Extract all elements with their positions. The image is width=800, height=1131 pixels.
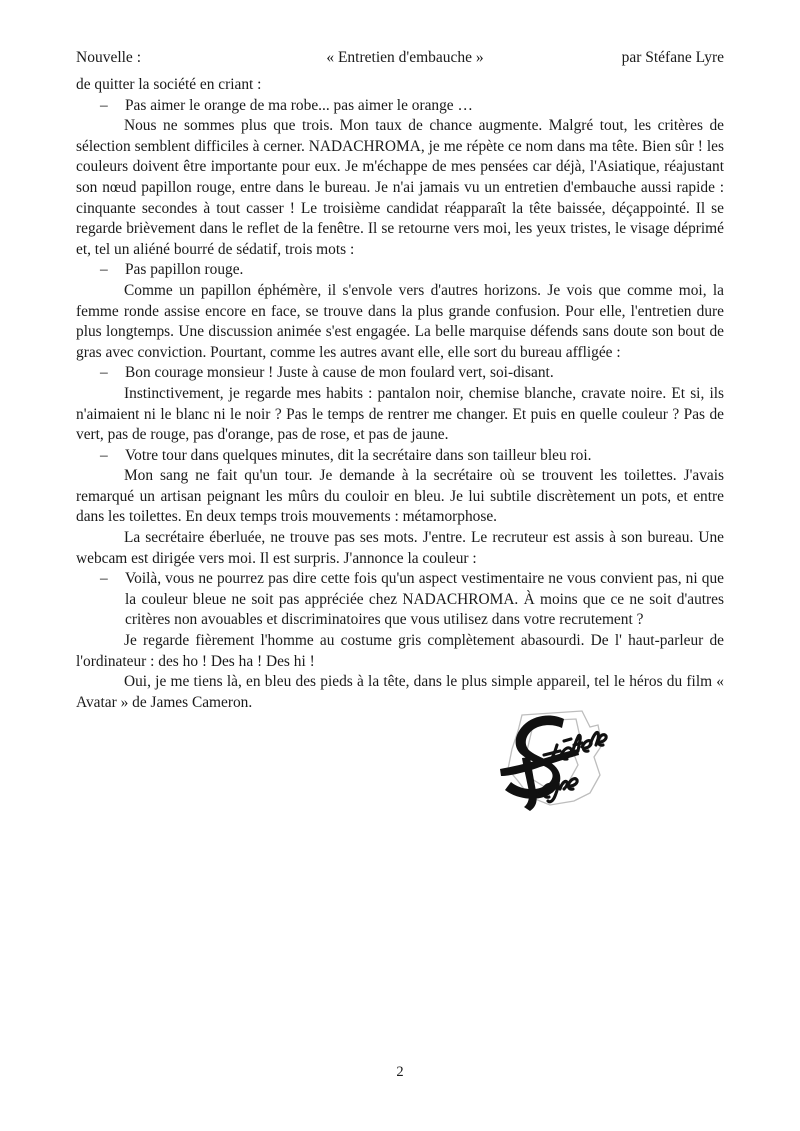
header-left-label: Nouvelle : [76, 49, 141, 66]
dialogue-line [76, 569, 724, 631]
signature-stefane-lyre [478, 697, 618, 822]
dash-bullet-icon: – [100, 261, 108, 279]
dialogue-line [76, 96, 724, 117]
dialogue-line [76, 260, 724, 281]
signature-icon [478, 697, 618, 822]
paragraph: Comme un papillon éphémère, il s'envole vers d'autres horizons. Je vois que comme moi, la femme ronde assise encore en face, se trouve dans la plus grande confusion. Pour elle, l'entretien dure plus longtemps. Une discussion animée s'est engagée. La belle marquise défends sans doute son bout de gras avec conviction. Pourtant, comme les autres avant elle, elle sort du bureau affligée : [76, 281, 724, 361]
dialogue-text: Voilà, vous ne pourrez pas dire cette fois qu'un aspect vestimentaire ne vous convient pas, ni que la couleur bleue ne soit pas appréciée chez NADACHROMA. À moins que ce ne soit d'autres critères non avouables et discriminatoires que vous utilisez dans votre recrutement ? [125, 570, 724, 629]
dash-bullet-icon: – [100, 570, 108, 588]
header-right-byline: par Stéfane Lyre [621, 49, 724, 66]
dialogue-line [76, 446, 724, 467]
paragraph: Oui, je me tiens là, en bleu des pieds à la tête, dans le plus simple appareil, tel le héros du film « Avatar » de James Cameron. [76, 673, 724, 711]
dialogue-line [76, 363, 724, 384]
running-header [76, 47, 724, 69]
dialogue-text: Pas papillon rouge. [125, 261, 244, 279]
paragraph: Je regarde fièrement l'homme au costume gris complètement abasourdi. De l' haut-parleur de l'ordinateur : des ho ! Des ha ! Des hi ! [76, 632, 724, 670]
dash-bullet-icon: – [100, 364, 108, 382]
paragraph: de quitter la société en criant : [76, 76, 262, 93]
dialogue-text: Votre tour dans quelques minutes, dit la secrétaire dans son tailleur bleu roi. [125, 446, 592, 464]
paragraph: La secrétaire éberluée, ne trouve pas ses mots. J'entre. Le recruteur est assis à son bureau. Une webcam est dirigée vers moi. Il est surpris. J'annonce la couleur : [76, 529, 724, 567]
dialogue-text: Pas aimer le orange de ma robe... pas aimer le orange … [125, 96, 473, 114]
paragraph: Instinctivement, je regarde mes habits : pantalon noir, chemise blanche, cravate noire. Et si, ils n'aimaient ni le blanc ni le noir ? Pas le temps de rentrer me changer. Et puis en quelle couleur ? Pas de vert, pas de rouge, pas d'orange, pas de rose, et pas de jaune. [76, 384, 724, 444]
header-center-title: « Entretien d'embauche » [326, 49, 484, 66]
paragraph: Mon sang ne fait qu'un tour. Je demande à la secrétaire où se trouvent les toilettes. J'avais remarqué un artisan peignant les mûrs du couloir en bleu. Je lui subtile discrètement un pots, et entre dans les toilettes. En deux temps trois mouvements : métamorphose. [76, 467, 724, 526]
document-body [76, 75, 724, 713]
paragraph: Nous ne sommes plus que trois. Mon taux de chance augmente. Malgré tout, les critères de sélection semblent difficiles à cerner. NADACHROMA, je me répète ce nom dans ma tête. Bien sûr ! les couleurs doivent être importante pour eux. Je m'échappe de mes pensées car déjà, l'Asiatique, réajustant son nœud papillon rouge, entre dans le bureau. Je n'ai jamais vu un entretien d'embauche aussi rapide : cinquante secondes à tout casser ! Le troisième candidat réapparaît la tête baissée, déçappointé. Il se regarde brièvement dans le reflet de la fenêtre. Il se retourne vers moi, les yeux tristes, le visage déprimé et, tel un aliéné bourré de sédatif, trois mots : [76, 117, 724, 258]
dash-bullet-icon: – [100, 96, 108, 114]
dialogue-text: Bon courage monsieur ! Juste à cause de mon foulard vert, soi-disant. [125, 364, 554, 382]
page-number: 2 [396, 1064, 404, 1080]
dash-bullet-icon: – [100, 446, 108, 464]
